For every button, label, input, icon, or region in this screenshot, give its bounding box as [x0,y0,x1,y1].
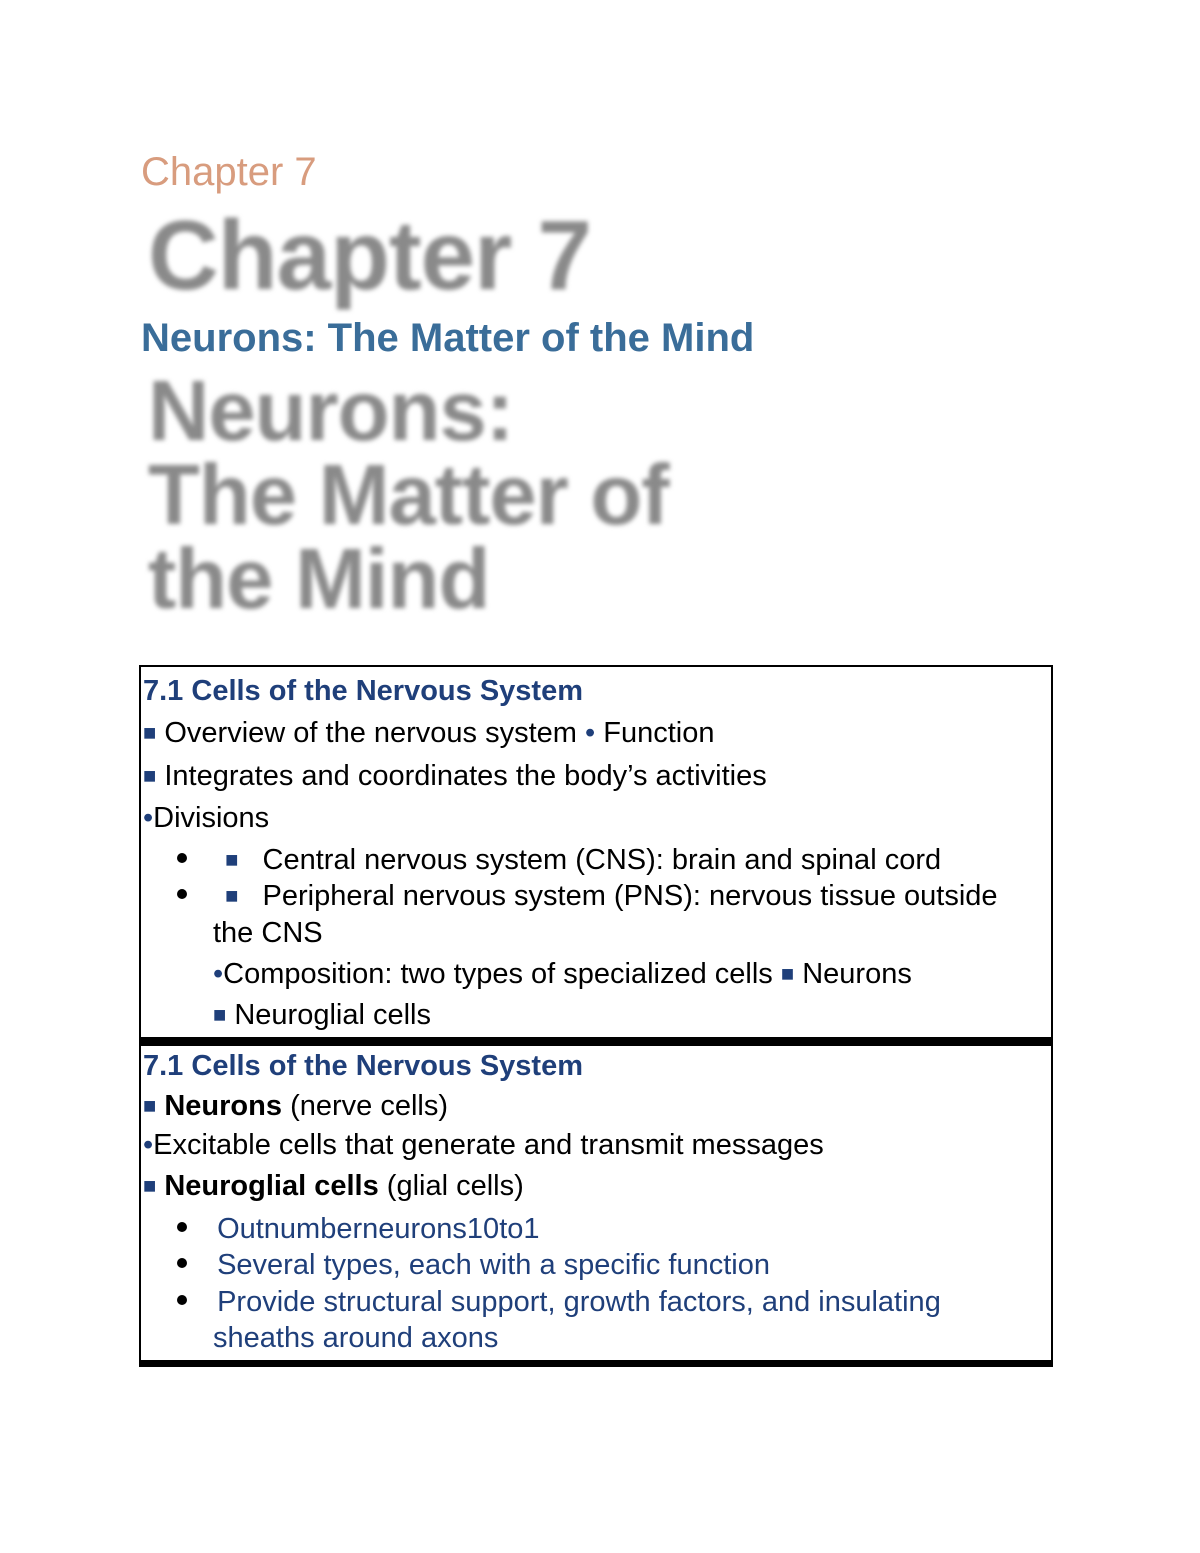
chapter-title-image-line: the Mind [148,532,490,627]
bullet-icon [177,853,187,863]
square-bullet-icon: ■ [143,763,157,788]
square-bullet-icon: ■ [225,847,239,872]
bullet-icon [177,1258,187,1268]
dot-bullet-icon: • [143,802,154,834]
square-bullet-icon: ■ [780,961,795,986]
bullet-icon [177,1222,187,1232]
list-item: ■ Integrates and coordinates the body’s activities [143,760,767,792]
list-item: ■ Neuroglial cells [213,999,432,1031]
list-item: •Divisions [143,802,270,834]
bullet-icon [177,1295,187,1305]
square-bullet-icon: ■ [143,1173,157,1198]
square-bullet-icon: ■ [143,720,157,745]
square-bullet-icon: ■ [143,1093,157,1118]
list-item: ■ Central nervous system (CNS): brain and spinal cord [177,842,941,878]
list-item: ■ Neurons (nerve cells) [143,1090,448,1122]
chapter-title-image [148,364,669,627]
chapter-title-image-line: Neurons: [148,364,514,459]
list-item: ■ Overview of the nervous system • Function [143,717,715,749]
list-item: Provide structural support, growth factors, and insulating [177,1284,941,1320]
slide-heading: 7.1 Cells of the Nervous System [143,675,583,707]
bullet-icon [177,889,187,899]
list-item-continuation: sheaths around axons [213,1322,499,1354]
chapter-label: Chapter 7 [141,150,317,194]
square-bullet-icon: ■ [213,1002,227,1027]
chapter-title-image-line: The Matter of [148,448,669,543]
slide-box-2 [139,1040,1053,1367]
list-item: •Excitable cells that generate and transmit messages [143,1129,824,1161]
square-bullet-icon: ■ [225,883,239,908]
list-item: Outnumberneurons10to1 [177,1211,540,1247]
dot-bullet-icon: • [585,717,596,749]
list-item: ■ Peripheral nervous system (PNS): nervous tissue outside [177,878,998,914]
list-item: Several types, each with a specific function [177,1247,770,1283]
list-item: •Composition: two types of specialized cells ■ Neurons [213,958,912,990]
chapter-label-image: Chapter 7 [148,200,592,310]
list-item: ■ Neuroglial cells (glial cells) [143,1170,524,1202]
dot-bullet-icon: • [143,1129,154,1161]
slide-box-1 [139,665,1053,1042]
list-item-continuation: the CNS [213,917,323,949]
chapter-title: Neurons: The Matter of the Mind [141,316,755,360]
slide-heading: 7.1 Cells of the Nervous System [143,1050,583,1082]
dot-bullet-icon: • [213,958,224,990]
